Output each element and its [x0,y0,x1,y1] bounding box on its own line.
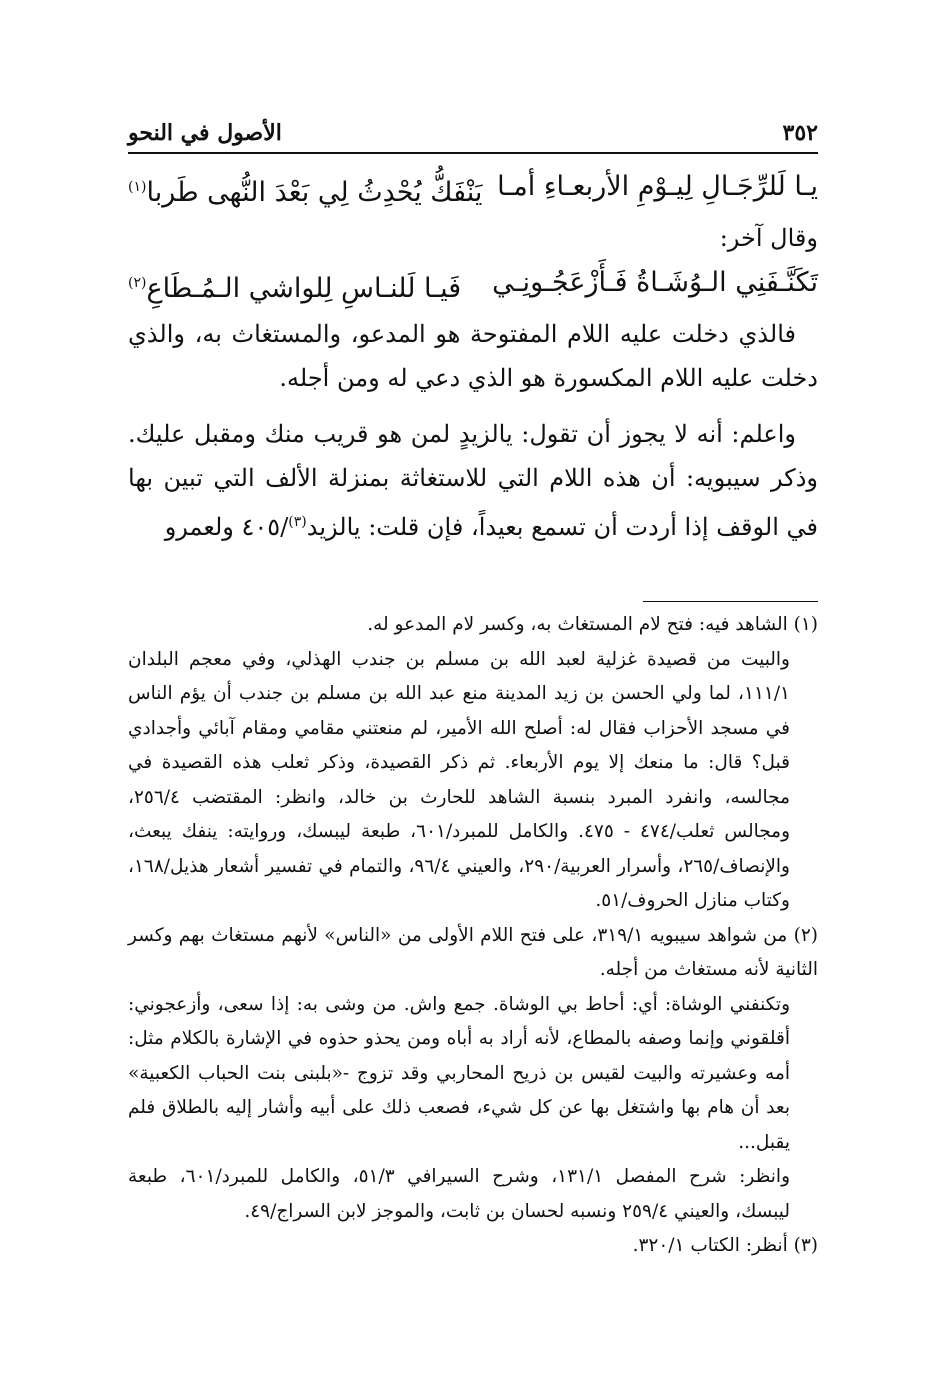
verse-2 [128,260,818,312]
said-another: وقال آخر: [719,224,818,252]
footnote-2-detail: وتكنفني الوشاة: أي: أحاط بي الوشاة. جمع واش. من وشى به: إذا سعى، وأزعجوني: أقلقوني وإنما وصفه بالمطاع، لأنه أراد به أباه ومن يحذو حذوه في الإشارة بالكلام مثل: أمه وعشيرته والبيت لقيس بن ذريح المحاربي وقد تزوج -«بلبنى بنت الحباب الكعبية» بعد أن هام بها واشتغل بها عن كل شيء، فصعب ذلك على أبيه وأشار إليه بالطلاق فلم يقبل... [128,993,790,1153]
verse-1-second-hemistich [128,164,482,216]
book-title: الأصول في النحو [128,120,282,146]
footnote-3-text: أنظر: الكتاب ٣٢٠/١. [632,1235,788,1256]
footnote-2 [128,919,818,988]
footnote-2-text: من شواهد سيبويه ٣١٩/١، على فتح اللام الأولى من «الناس» لأنهم مستغاث بهم وكسر الثانية لأنه مستغاث من أجله. [128,924,818,980]
paragraph-2-end: /٤٠٥ ولعمرو [164,513,289,541]
verse-1-first-hemistich: يـا لَلرِّجَـالِ لِيـوْمِ الأربعـاءِ أمـا [497,171,818,202]
paragraph-1: فالذي دخلت عليه اللام المفتوحة هو المدعو، والمستغاث به، والذي دخلت عليه اللام المكسورة هو الذي دعي له ومن أجله. [128,320,818,392]
footnote-ref-1[interactable]: (١) [128,179,147,195]
footnote-2-references: وانظر: شرح المفصل ١٣١/١، وشرح السيرافي ٥١/٣، والكامل للمبرد/٦٠١، طبعة ليبسك، والعيني ٢٥٩/٤ ونسبه لحسان بن ثابت، والموجز لابن السراج/٤٩. [128,1166,791,1222]
page-number: ٣٥٢ [782,120,818,146]
paragraph-2 [128,412,818,549]
verse-2-second-text: فَيـا لَلنـاسِ لِلواشي الـمُـطَاعِ [146,273,462,304]
verse-2-second-hemistich [128,260,461,312]
footnote-3 [128,1229,818,1264]
verse-2-first-hemistich: تَكَنَّـفَنِي الـوُشَـاةُ فَـأَزْعَجُـونِـي [492,267,818,298]
footnote-1 [128,608,818,643]
footnote-1-detail: والبيت من قصيدة غزلية لعبد الله بن مسلم بن جندب الهذلي، وفي معجم البلدان ١١١/١، لما ولي الحسن بن زيد المدينة منع عبد الله بن مسلم بن جندب أن يؤم الناس في مسجد الأحزاب فقال له: أصلح الله الأمير، لم منعتني مقامي ومقام آبائي وأجدادي قبل؟ قال: ما منعك إلا يوم الأربعاء. ثم ذكر القصيدة، وذكر ثعلب هذه القصيدة في مجالسه، وانفرد المبرد بنسبة الشاهد للحارث بن خالد، وانظر: المقتضب ٢٥٦/٤، ومجالس ثعلب/٤٧٤ - ٤٧٥. والكامل للمبرد/٦٠١، طبعة ليبسك، وروايته: ينفك يبعث، والإنصاف/٢٦٥، وأسرار العربية/٢٩٠، والعيني ٩٦/٤، والتمام في تفسير أشعار هذيل/١٦٨، وكتاب منازل الحروف/٥١. [128,648,791,911]
footnote-ref-2[interactable]: (٢) [128,275,147,291]
footnote-1-text: الشاهد فيه: فتح لام المستغاث به، وكسر لام المدعو له. [367,614,788,635]
footnote-3-number: (٣) [793,1235,818,1256]
verse-1 [128,164,818,216]
page-header [128,120,818,150]
footnote-1-number: (١) [793,614,818,635]
header-divider [128,152,818,154]
verse-1-second-text: يَنْفَكُّ يُحْدِثُ لِي بَعْدَ النُّهى طَربا [146,177,483,208]
page [128,120,818,1264]
footnote-ref-3[interactable]: (٣) [288,514,307,530]
footnote-2-number: (٢) [793,924,819,946]
paragraph-2-text: واعلم: أنه لا يجوز أن تقول: يالزيدٍ لمن هو قريب منك ومقبل عليك. وذكر سيبويه: أن هذه اللام التي للاستغاثة بمنزلة الألف التي تبين بها في الوقف إذا أردت أن تسمع بعيداً، فإن قلت: يالزيد [128,420,818,541]
footnote-divider [643,601,818,602]
